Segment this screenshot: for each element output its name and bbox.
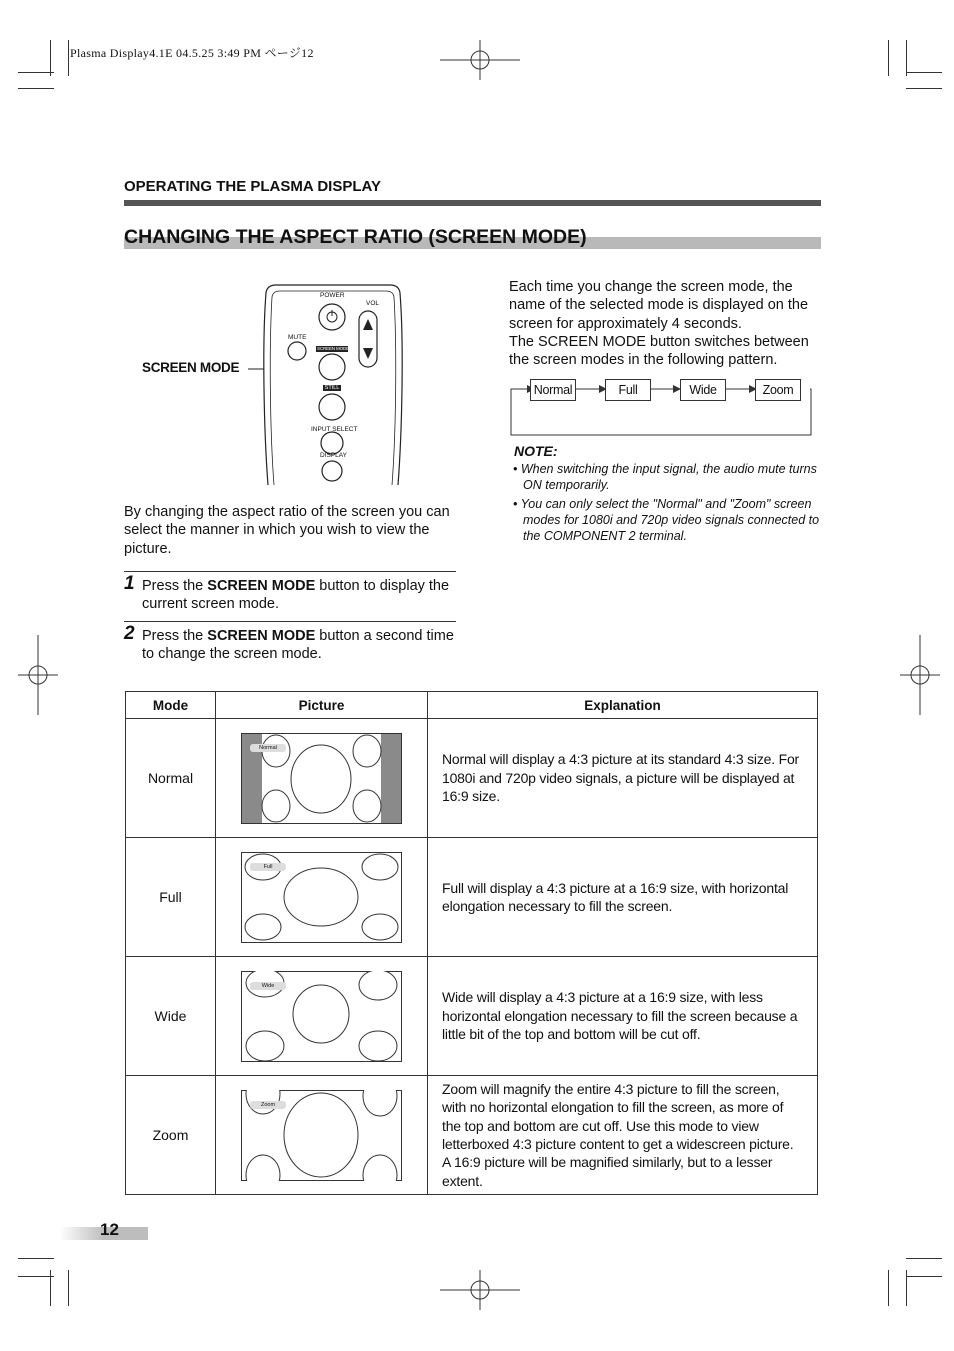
wide-mode-picture [241,971,402,1062]
section-label: OPERATING THE PLASMA DISPLAY [124,178,381,195]
table-row [126,957,818,1076]
picture-cell [216,1076,428,1195]
flow-box-zoom: Zoom [755,379,801,401]
mode-explanation: Zoom will magnify the entire 4:3 picture to fill the screen, with no horizontal elongation to fill the screen, as more of the top and bottom are cut off. Use this mode to view letterboxed 4:3 picture content to get a widescreen picture. A 16:9 picture will be magnified similarly, but to a lesser extent. [428,1076,818,1195]
picture-tag: Zoom [260,1101,276,1108]
normal-mode-picture [241,733,402,824]
page-number: 12 [100,1220,119,1239]
remote-label-mute: MUTE [288,334,307,341]
section-rule [124,200,821,206]
mode-name: Zoom [126,1076,216,1195]
picture-tag: Normal [259,744,277,751]
right-paragraph-2: The SCREEN MODE button switches between the screen modes in the following pattern. [509,334,809,369]
remote-label-still: STILL [324,385,340,391]
step-divider-2 [124,621,456,622]
registration-mark-top [440,40,520,80]
picture-cell [216,838,428,957]
note-item-1: • When switching the input signal, the audio mute turns ON temporarily. [513,462,817,493]
remote-label-screen-mode: SCREEN MODE [316,346,349,351]
mode-name: Full [126,838,216,957]
note-item-2: • You can only select the "Normal" and "Zoom" screen modes for 1080i and 720p video signals connected to the COMPONENT 2 terminal. [513,497,820,544]
registration-mark-bottom [440,1270,520,1310]
mode-explanation: Full will display a 4:3 picture at a 16:9 size, with horizontal elongation necessary to fill the screen. [428,838,818,957]
zoom-mode-picture [241,1090,402,1181]
picture-tag: Wide [261,982,275,989]
remote-label-input-select: INPUT SELECT [311,426,358,433]
step-2-text: Press the SCREEN MODE button a second time to change the screen mode. [142,628,454,663]
picture-tag: Full [263,863,273,870]
registration-mark-left [18,635,58,715]
table-row [126,838,818,957]
registration-mark-right [900,635,940,715]
right-paragraph-1: Each time you change the screen mode, the name of the selected mode is displayed on the screen for approximately 4 seconds. [509,279,809,332]
flow-box-full: Full [605,379,651,401]
step-1-number: 1 [124,573,135,594]
step-1-text: Press the SCREEN MODE button to display the current screen mode. [142,578,450,613]
screen-mode-table [125,691,818,1195]
mode-name: Normal [126,719,216,838]
print-slug: Plasma Display4.1E 04.5.25 3:49 PM ページ12 [70,46,314,60]
header-explanation: Explanation [428,692,818,719]
remote-label-power: POWER [320,292,345,299]
page-title: CHANGING THE ASPECT RATIO (SCREEN MODE) [124,226,587,248]
note-title: NOTE: [514,443,558,459]
screen-mode-callout: SCREEN MODE [142,360,240,375]
header-picture: Picture [216,692,428,719]
mode-explanation: Normal will display a 4:3 picture at its standard 4:3 size. For 1080i and 720p video signals, a picture will be displayed at 16:9 size. [428,719,818,838]
remote-label-display: DISPLAY [320,452,347,459]
mode-name: Wide [126,957,216,1076]
table-row [126,719,818,838]
flow-box-normal: Normal [530,379,576,401]
mode-explanation: Wide will display a 4:3 picture at a 16:9 size, with less horizontal elongation necessary to fill the screen because a little bit of the top and bottom will be cut off. [428,957,818,1076]
full-mode-picture [241,852,402,943]
remote-label-vol: VOL [366,300,380,307]
intro-paragraph: By changing the aspect ratio of the screen you can select the manner in which you wish to view the picture. [124,504,450,557]
step-2-number: 2 [124,623,135,644]
flow-box-wide: Wide [680,379,726,401]
step-divider-1 [124,571,456,572]
picture-cell [216,719,428,838]
table-row [126,1076,818,1195]
picture-cell [216,957,428,1076]
table-header-row [126,692,818,719]
header-mode: Mode [126,692,216,719]
